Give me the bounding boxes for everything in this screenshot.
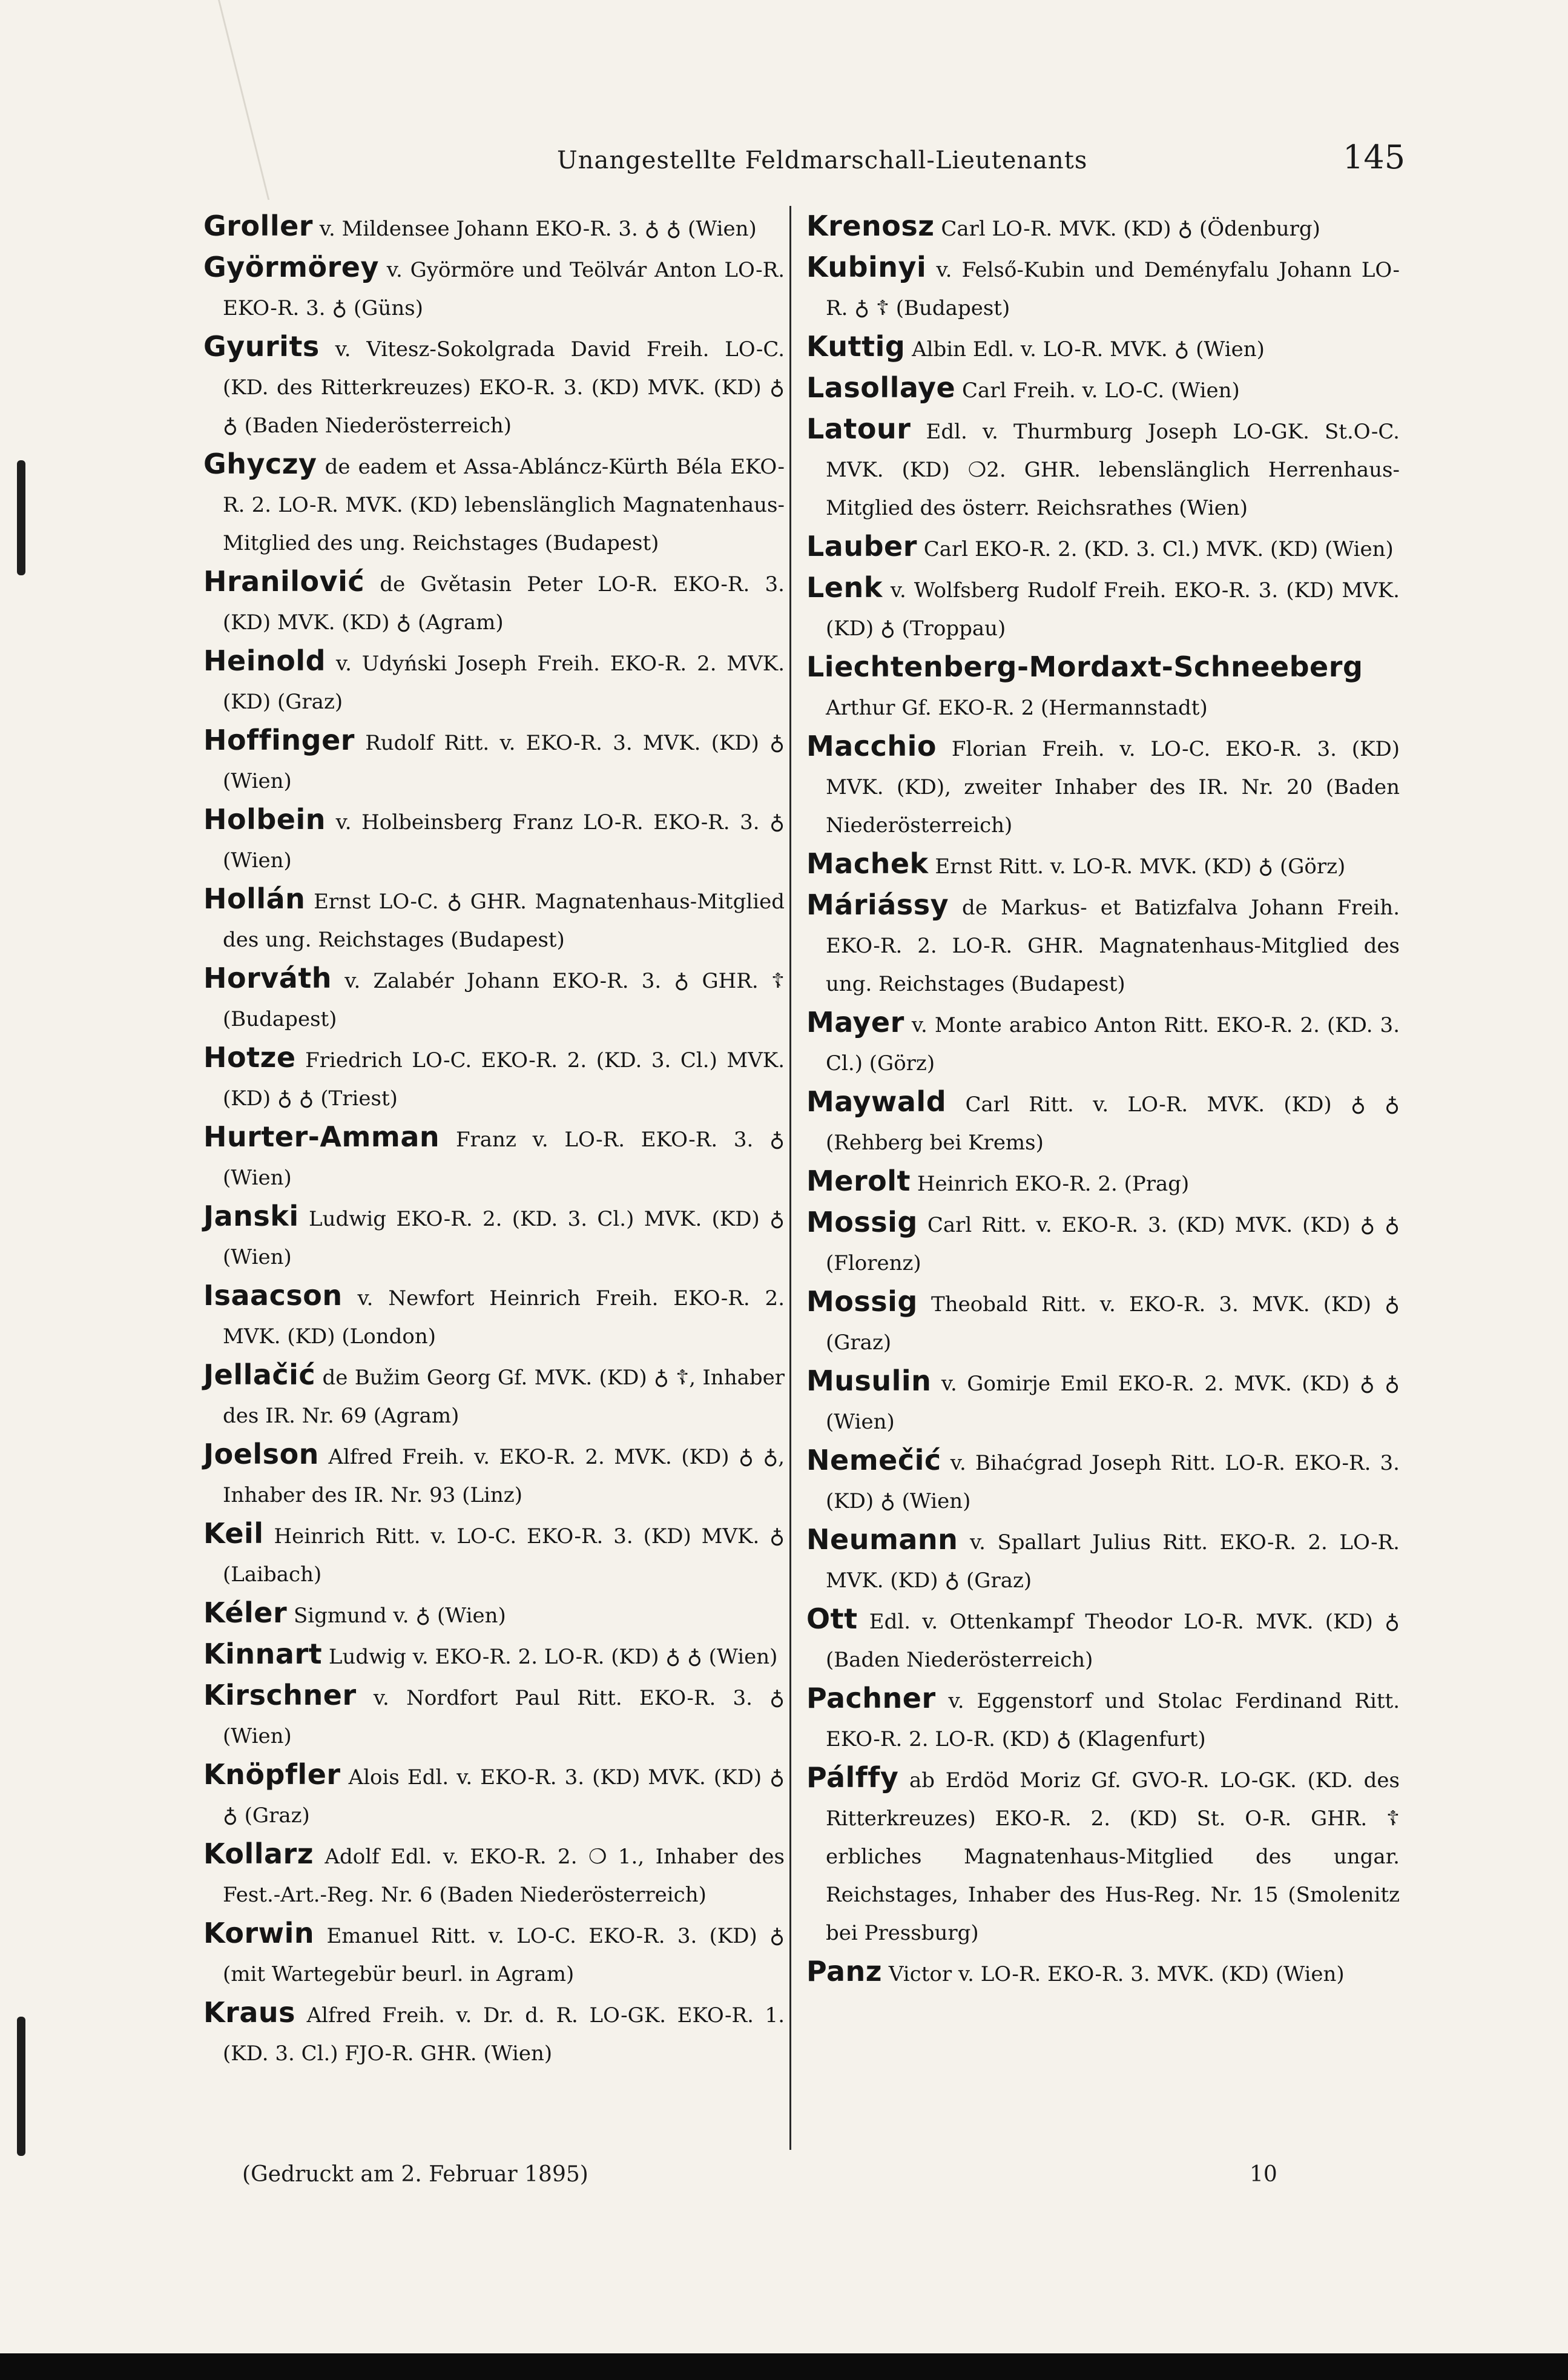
entry-details: v. Bihaćgrad Joseph Ritt. LO-R. EKO-R. 3. (KD) ♁ (Wien) — [826, 1451, 1400, 1513]
entry — [806, 1362, 1400, 1441]
entry-details: Albin Edl. v. LO-R. MVK. ♁ (Wien) — [905, 337, 1265, 362]
entry-name: Györmörey — [203, 251, 379, 283]
entry-details: de Markus- et Batizfalva Johann Freih. EKO-R. 2. LO-R. GHR. Magnatenhaus-Mitglied des ung. Reichstages (Budapest) — [826, 896, 1400, 996]
scan-bottom-edge — [0, 2353, 1568, 2380]
entry-name: Pálffy — [806, 1761, 899, 1794]
entry-details: Florian Freih. v. LO-C. EKO-R. 3. (KD) MVK. (KD), zweiter Inhaber des IR. Nr. 20 (Baden Niederösterreich) — [826, 737, 1400, 838]
entry-details: v. Felső-Kubin und Deményfalu Johann LO-R. ♁ ☦ (Budapest) — [826, 258, 1400, 320]
entry-name: Lasollaye — [806, 371, 956, 404]
entry-details: Arthur Gf. EKO-R. 2 (Hermannstadt) — [826, 696, 1208, 720]
entry-details: Sigmund v. ♁ (Wien) — [287, 1604, 506, 1628]
entry-details: Theobald Ritt. v. EKO-R. 3. MVK. (KD) ♁ (Graz) — [826, 1292, 1400, 1355]
entry-details: v. Nordfort Paul Ritt. EKO-R. 3. ♁ (Wien) — [223, 1686, 785, 1748]
entry-name: Horváth — [203, 962, 332, 994]
entry-name: Maywald — [806, 1085, 947, 1118]
entry-details: v. Holbeinsberg Franz LO-R. EKO-R. 3. ♁ (Wien) — [223, 810, 785, 873]
entry-name: Hotze — [203, 1041, 296, 1074]
entry-name: Ott — [806, 1602, 858, 1635]
entry-name: Machek — [806, 847, 929, 880]
entry — [806, 410, 1400, 527]
entry-name: Jellačić — [203, 1358, 316, 1391]
entry-details: v. Vitesz-Sokolgrada David Freih. LO-C. (KD. des Ritterkreuzes) EKO-R. 3. (KD) MVK. (KD) ♁ ♁ (Baden Niederösterreich) — [223, 337, 785, 438]
entry-name: Heinold — [203, 644, 326, 677]
entry — [203, 1676, 785, 1756]
entry-details: v. Wolfsberg Rudolf Freih. EKO-R. 3. (KD) MVK. (KD) ♁ (Troppau) — [826, 578, 1400, 641]
entry-details: Heinrich Ritt. v. LO-C. EKO-R. 3. (KD) MVK. ♁ (Laibach) — [223, 1524, 785, 1587]
entry-name: Máriássy — [806, 888, 949, 921]
entry — [806, 1283, 1400, 1362]
entry-name: Mayer — [806, 1006, 904, 1039]
entry-details: Ernst LO-C. ♁ GHR. Magnatenhaus-Mitglied des ung. Reichstages (Budapest) — [223, 890, 785, 952]
entry-details: v. Zalabér Johann EKO-R. 3. ♁ GHR. ☦ (Budapest) — [223, 969, 785, 1031]
entry — [203, 880, 785, 959]
entry — [806, 1952, 1400, 1994]
page-number: 145 — [1343, 138, 1406, 176]
entry-name: Joelson — [203, 1438, 319, 1470]
entry-details: v. Spallart Julius Ritt. EKO-R. 2. LO-R. MVK. (KD) ♁ (Graz) — [826, 1530, 1400, 1593]
entry-name: Kraus — [203, 1996, 295, 2029]
entry-details: Carl LO-R. MVK. (KD) ♁ (Ödenburg) — [934, 217, 1320, 241]
entry — [203, 1039, 785, 1118]
entry — [203, 248, 785, 328]
left-column — [203, 207, 785, 2073]
entry — [203, 1197, 785, 1277]
entry-details: v. Newfort Heinrich Freih. EKO-R. 2. MVK. (KD) (London) — [223, 1286, 785, 1349]
entry-details: de Gvětasin Peter LO-R. EKO-R. 3. (KD) MVK. (KD) ♁ (Agram) — [223, 572, 785, 635]
entry-name: Kinnart — [203, 1638, 323, 1670]
entry-details: v. Eggenstorf und Stolac Ferdinand Ritt. EKO-R. 2. LO-R. (KD) ♁ (Klagenfurt) — [826, 1689, 1400, 1751]
entry — [203, 642, 785, 721]
entry-name: Groller — [203, 210, 313, 242]
entry — [806, 886, 1400, 1003]
entry — [203, 563, 785, 642]
entry-details: Ludwig EKO-R. 2. (KD. 3. Cl.) MVK. (KD) ♁ (Wien) — [223, 1207, 785, 1269]
entry-details: Victor v. LO-R. EKO-R. 3. MVK. (KD) (Wien) — [882, 1962, 1345, 1986]
entry — [806, 1162, 1400, 1203]
entry — [806, 248, 1400, 328]
entry — [806, 527, 1400, 569]
entry-details: v. Monte arabico Anton Ritt. EKO-R. 2. (KD. 3. Cl.) (Görz) — [826, 1013, 1400, 1076]
entry-details: v. Gomirje Emil EKO-R. 2. MVK. (KD) ♁ ♁ (Wien) — [826, 1372, 1400, 1434]
entry-details: v. Mildensee Johann EKO-R. 3. ♁ ♁ (Wien) — [312, 217, 757, 241]
entry-details: Ludwig v. EKO-R. 2. LO-R. (KD) ♁ ♁ (Wien) — [322, 1645, 778, 1669]
entry-details: Heinrich EKO-R. 2. (Prag) — [911, 1172, 1190, 1196]
entry-name: Hranilović — [203, 565, 365, 598]
entry — [203, 1277, 785, 1356]
page-footer — [0, 2151, 1568, 2193]
entry-name: Latour — [806, 412, 911, 445]
entry-details: Friedrich LO-C. EKO-R. 2. (KD. 3. Cl.) MVK. (KD) ♁ ♁ (Triest) — [223, 1048, 785, 1111]
binding-mark-upper — [17, 460, 25, 575]
entry-details: Alfred Freih. v. Dr. d. R. LO-GK. EKO-R. 1. (KD. 3. Cl.) FJO-R. GHR. (Wien) — [223, 2003, 785, 2066]
entry — [806, 1203, 1400, 1283]
entry-details: Carl Ritt. v. EKO-R. 3. (KD) MVK. (KD) ♁ ♁ (Florenz) — [826, 1213, 1400, 1275]
entry-name: Lauber — [806, 530, 917, 563]
entry-name: Macchio — [806, 730, 937, 762]
entry-name: Krenosz — [806, 210, 935, 242]
sheet-number: 10 — [1250, 2162, 1277, 2187]
entry-details: Ernst Ritt. v. LO-R. MVK. (KD) ♁ (Görz) — [928, 854, 1346, 879]
entry — [203, 328, 785, 445]
entry-details: Emanuel Ritt. v. LO-C. EKO-R. 3. (KD) ♁ (mit Wartegebür beurl. in Agram) — [223, 1924, 785, 1986]
entry-details: Edl. v. Thurmburg Joseph LO-GK. St.O-C. MVK. (KD) ❍2. GHR. lebenslänglich Herrenhaus-Mitglied des österr. Reichsrathes (Wien) — [826, 420, 1400, 520]
entry — [806, 328, 1400, 369]
entry-details: ab Erdöd Moriz Gf. GVO-R. LO-GK. (KD. des Ritterkreuzes) EKO-R. 2. (KD) St. O-R. GHR. ☦ erbliches Magnatenhaus-Mitglied des ungar. Reichstages, Inhaber des Hus-Reg. Nr. 15 (Smolenitz bei Pressburg) — [826, 1768, 1400, 1945]
entry-details: de Bužim Georg Gf. MVK. (KD) ♁ ☦, Inhaber des IR. Nr. 69 (Agram) — [223, 1366, 785, 1428]
entry-name: Holbein — [203, 803, 326, 836]
entry-name: Hoffinger — [203, 724, 355, 756]
entry-name: Kirschner — [203, 1679, 357, 1711]
entry — [806, 1441, 1400, 1521]
entry-name: Panz — [806, 1955, 883, 1988]
entry-name: Keil — [203, 1517, 264, 1550]
entry — [203, 207, 785, 248]
entry-details: Carl EKO-R. 2. (KD. 3. Cl.) MVK. (KD) (Wien) — [917, 537, 1394, 561]
entry — [806, 1600, 1400, 1679]
entry — [806, 1521, 1400, 1600]
print-date: (Gedruckt am 2. Februar 1895) — [242, 2162, 588, 2187]
entry — [806, 369, 1400, 410]
entry — [203, 1356, 785, 1435]
entry-name: Lenk — [806, 571, 883, 604]
entry — [806, 845, 1400, 886]
entry-details: v. Györmöre und Teölvár Anton LO-R. EKO-R. 3. ♁ (Güns) — [223, 258, 785, 320]
entry-name: Kuttig — [806, 330, 906, 363]
binding-mark-lower — [17, 2017, 25, 2156]
entry-name: Gyurits — [203, 330, 320, 363]
entry — [203, 721, 785, 801]
entry-name: Nemečić — [806, 1444, 941, 1476]
entry — [806, 207, 1400, 248]
entry-name: Kubinyi — [806, 251, 927, 283]
entry — [806, 1759, 1400, 1952]
page-header — [0, 138, 1568, 187]
column-divider — [789, 206, 791, 2150]
entry-details: Carl Ritt. v. LO-R. MVK. (KD) ♁ ♁ (Rehberg bei Krems) — [826, 1092, 1400, 1155]
entry — [203, 1118, 785, 1197]
entry-name: Liechtenberg-Mordaxt-Schneeberg — [806, 650, 1363, 683]
entry-name: Merolt — [806, 1165, 911, 1197]
entry-name: Mossig — [806, 1285, 918, 1318]
entry-name: Hollán — [203, 882, 306, 915]
entry — [203, 1756, 785, 1835]
entry — [203, 801, 785, 880]
entry-details: Franz v. LO-R. EKO-R. 3. ♁ (Wien) — [223, 1128, 785, 1190]
entry — [203, 1515, 785, 1594]
right-column — [806, 207, 1400, 1994]
entry-details: Edl. v. Ottenkampf Theodor LO-R. MVK. (KD) ♁ (Baden Niederösterreich) — [826, 1610, 1400, 1672]
running-head: Unangestellte Feldmarschall-Lieutenants — [557, 147, 1088, 174]
entry — [806, 727, 1400, 845]
entry-name: Mossig — [806, 1206, 918, 1238]
entry-name: Ghyczy — [203, 448, 317, 480]
entry-name: Knöpfler — [203, 1758, 341, 1791]
entry — [806, 648, 1400, 727]
entry-name: Neumann — [806, 1523, 958, 1556]
entry — [203, 1435, 785, 1515]
entry — [806, 569, 1400, 648]
entry — [806, 1679, 1400, 1759]
entry-details: v. Udyński Joseph Freih. EKO-R. 2. MVK. (KD) (Graz) — [223, 652, 785, 714]
entry — [203, 959, 785, 1039]
entry — [203, 1594, 785, 1635]
entry-details: de eadem et Assa-Abláncz-Kürth Béla EKO-R. 2. LO-R. MVK. (KD) lebenslänglich Magnatenhaus-Mitglied des ung. Reichstages (Budapest) — [223, 455, 785, 555]
entry — [806, 1083, 1400, 1162]
entry-details: Carl Freih. v. LO-C. (Wien) — [955, 378, 1240, 403]
entry — [203, 1835, 785, 1914]
entry-name: Korwin — [203, 1917, 315, 1949]
entry-name: Isaacson — [203, 1279, 343, 1312]
entry — [203, 1635, 785, 1676]
entry-details: Alois Edl. v. EKO-R. 3. (KD) MVK. (KD) ♁ ♁ (Graz) — [223, 1765, 785, 1828]
entry — [203, 1994, 785, 2073]
entry-details: Alfred Freih. v. EKO-R. 2. MVK. (KD) ♁ ♁, Inhaber des IR. Nr. 93 (Linz) — [223, 1445, 785, 1507]
entry-name: Kéler — [203, 1596, 288, 1629]
entry — [203, 1914, 785, 1994]
entry-name: Musulin — [806, 1364, 932, 1397]
entry-details: Rudolf Ritt. v. EKO-R. 3. MVK. (KD) ♁ (Wien) — [223, 731, 785, 793]
entry-name: Pachner — [806, 1682, 936, 1714]
entry-details: Adolf Edl. v. EKO-R. 2. ❍ 1., Inhaber des Fest.-Art.-Reg. Nr. 6 (Baden Niederösterreich) — [223, 1845, 785, 1907]
entry-name: Kollarz — [203, 1837, 314, 1870]
entry-name: Janski — [203, 1200, 299, 1232]
entry — [806, 1003, 1400, 1083]
entry — [203, 445, 785, 563]
entry-name: Hurter-Amman — [203, 1120, 440, 1153]
